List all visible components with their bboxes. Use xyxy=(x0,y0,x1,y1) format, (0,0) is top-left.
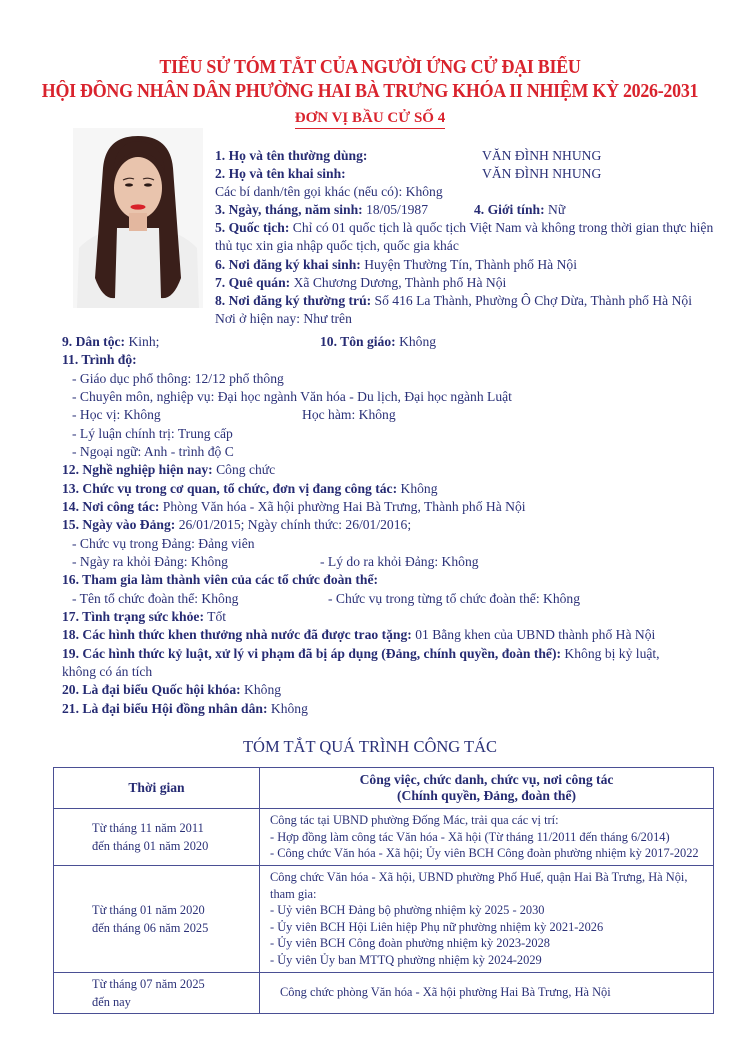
field-health xyxy=(62,608,226,626)
column-header-work-line1: Công việc, chức danh, chức vụ, nơi công tác xyxy=(359,772,614,787)
field-value: Nữ xyxy=(544,202,566,217)
field-position xyxy=(62,480,438,498)
field-label: 9. Dân tộc: xyxy=(62,334,126,349)
work-line: Công tác tại UBND phường Đống Mác, trải qua các vị trí: xyxy=(270,813,559,827)
field-date-of-birth xyxy=(215,201,428,219)
field-value: Không xyxy=(397,481,438,496)
row-time xyxy=(54,865,260,972)
field-label: 19. Các hình thức kỷ luật, xử lý vi phạm đã bị áp dụng (Đảng, chính quyền, đoàn thể): xyxy=(62,646,562,661)
time-end: đến tháng 01 năm 2020 xyxy=(92,838,209,853)
work-line: Công chức Văn hóa - Xã hội, UBND phường Phố Huế, quận Hai Bà Trưng, Hà Nội, xyxy=(270,870,688,884)
field-label: 16. Tham gia làm thành viên của các tổ chức đoàn thể: xyxy=(62,572,379,587)
row-time xyxy=(54,972,260,1013)
electoral-unit-label: ĐƠN VỊ BẦU CỬ SỐ 4 xyxy=(295,110,445,129)
field-birth-name-value: VĂN ĐÌNH NHUNG xyxy=(482,166,602,181)
field-value: Chỉ có 01 quốc tịch là quốc tịch Việt Nam và không trong thời gian thực hiện xyxy=(289,220,714,235)
field-label: 21. Là đại biểu Hội đồng nhân dân: xyxy=(62,701,268,716)
document-title-line-2: HỘI ĐỒNG NHÂN DÂN PHƯỜNG HAI BÀ TRƯNG KHÓA II NHIỆM KỲ 2026-2031 xyxy=(41,81,699,102)
field-value: 26/01/2015; Ngày chính thức: 26/01/2016; xyxy=(175,517,412,532)
time-end: đến tháng 06 năm 2025 xyxy=(92,920,209,935)
field-value: Số 416 La Thành, Phường Ô Chợ Dừa, Thành phố Hà Nội xyxy=(371,293,693,308)
field-peoples-council-delegate xyxy=(62,700,308,718)
qualification-academic-title: Học hàm: Không xyxy=(302,407,396,422)
field-label: 11. Trình độ: xyxy=(62,352,137,367)
field-label: 15. Ngày vào Đảng: xyxy=(62,517,176,532)
field-qualifications xyxy=(62,351,137,369)
qualification-general-education: - Giáo dục phổ thông: 12/12 phổ thông xyxy=(72,371,284,386)
column-header-work xyxy=(260,768,714,809)
field-nationality-cont: thủ tục xin gia nhập quốc tịch, quốc gia khác xyxy=(215,238,459,253)
field-value: Xã Chương Dương, Thành phố Hà Nội xyxy=(290,275,507,290)
field-label: 10. Tôn giáo: xyxy=(320,334,396,349)
field-label: 14. Nơi công tác: xyxy=(62,499,160,514)
party-position: - Chức vụ trong Đảng: Đảng viên xyxy=(72,536,255,551)
row-work xyxy=(260,972,714,1013)
field-label: 18. Các hình thức khen thưởng nhà nước đã được trao tặng: xyxy=(62,627,412,642)
portrait-illustration xyxy=(73,128,203,308)
party-left-reason: - Lý do ra khỏi Đảng: Không xyxy=(320,554,479,569)
field-awards xyxy=(62,626,655,644)
work-line: - Ủy viên BCH Hội Liên hiệp Phụ nữ phường nhiệm kỳ 2021-2026 xyxy=(270,919,604,934)
field-value: 18/05/1987 xyxy=(362,202,429,217)
field-discipline-cont: không có án tích xyxy=(62,664,153,679)
field-common-name xyxy=(215,147,367,165)
field-label: 1. Họ và tên thường dùng: xyxy=(215,148,368,163)
field-birth-name xyxy=(215,165,346,183)
field-value: Không xyxy=(240,682,282,697)
field-value: 01 Bằng khen của UBND thành phố Hà Nội xyxy=(411,627,656,642)
time-start: Từ tháng 11 năm 2011 xyxy=(92,820,204,835)
work-line: tham gia: xyxy=(270,886,317,901)
career-table xyxy=(53,767,714,1014)
field-nationality xyxy=(215,219,713,237)
field-hometown xyxy=(215,274,506,292)
work-line: Công chức phòng Văn hóa - Xã hội phường Hai Bà Trưng, Hà Nội xyxy=(280,985,611,1000)
field-religion xyxy=(320,333,436,351)
field-aliases: Các bí danh/tên gọi khác (nếu có): Không xyxy=(215,184,443,199)
table-row xyxy=(54,972,714,1013)
qualification-foreign-language: - Ngoại ngữ: Anh - trình độ C xyxy=(72,444,234,459)
table-row xyxy=(54,809,714,866)
column-header-work-line2: (Chính quyền, Đảng, đoàn thể) xyxy=(396,788,577,803)
work-line: - Ủy viên BCH Công đoàn phường nhiệm kỳ 2023-2028 xyxy=(270,936,550,950)
field-label: 2. Họ và tên khai sinh: xyxy=(215,166,346,181)
candidate-portrait-photo xyxy=(73,128,203,308)
field-value: Phòng Văn hóa - Xã hội phường Hai Bà Trưng, Thành phố Hà Nội xyxy=(159,499,526,514)
time-start: Từ tháng 01 năm 2020 xyxy=(92,902,205,917)
field-label: 6. Nơi đăng ký khai sinh: xyxy=(215,257,361,272)
qualification-specialty: - Chuyên môn, nghiệp vụ: Đại học ngành Văn hóa - Du lịch, Đại học ngành Luật xyxy=(72,389,512,404)
column-header-time: Thời gian xyxy=(54,768,260,809)
time-end: đến nay xyxy=(92,994,131,1009)
work-line: - Uỷ viên BCH Đảng bộ phường nhiệm kỳ 2025 - 2030 xyxy=(270,903,545,917)
electoral-unit-heading xyxy=(0,110,740,129)
field-ethnicity xyxy=(62,333,159,351)
field-label: 12. Nghề nghiệp hiện nay: xyxy=(62,462,213,477)
field-value: Không xyxy=(395,334,437,349)
field-gender xyxy=(474,201,565,219)
organization-position: - Chức vụ trong từng tổ chức đoàn thể: Không xyxy=(328,591,581,606)
field-value: Không bị kỷ luật, xyxy=(561,646,660,661)
field-workplace xyxy=(62,498,526,516)
time-start: Từ tháng 07 năm 2025 xyxy=(92,976,205,991)
field-label: 20. Là đại biểu Quốc hội khóa: xyxy=(62,682,241,697)
field-value: Không xyxy=(267,701,308,716)
field-value: Công chức xyxy=(212,462,276,477)
field-common-name-value: VĂN ĐÌNH NHUNG xyxy=(482,148,602,163)
field-label: 5. Quốc tịch: xyxy=(215,220,290,235)
work-line: - Hợp đồng làm công tác Văn hóa - Xã hội (Từ tháng 11/2011 đến tháng 6/2014) xyxy=(270,829,670,844)
work-line: - Công chức Văn hóa - Xã hội; Ủy viên BCH Công đoàn phường nhiệm kỳ 2017-2022 xyxy=(270,846,699,860)
qualification-political-theory: - Lý luận chính trị: Trung cấp xyxy=(72,426,233,441)
field-occupation xyxy=(62,461,275,479)
field-national-assembly-delegate xyxy=(62,681,281,699)
table-row xyxy=(54,865,714,972)
field-current-residence: Nơi ở hiện nay: Như trên xyxy=(215,311,352,326)
field-label: 13. Chức vụ trong cơ quan, tổ chức, đơn vị đang công tác: xyxy=(62,481,398,496)
career-table-header xyxy=(54,768,714,809)
field-value: Kinh; xyxy=(125,334,160,349)
row-work xyxy=(260,809,714,866)
organization-name: - Tên tổ chức đoàn thể: Không xyxy=(72,591,239,606)
row-work xyxy=(260,865,714,972)
field-label: 17. Tình trạng sức khỏe: xyxy=(62,609,204,624)
field-discipline xyxy=(62,645,660,663)
qualification-degree: - Học vị: Không xyxy=(72,407,161,422)
field-label: 8. Nơi đăng ký thường trú: xyxy=(215,293,372,308)
field-birth-registration-place xyxy=(215,256,577,274)
work-line: - Ủy viên Ủy ban MTTQ phường nhiệm kỳ 2024-2029 xyxy=(270,952,542,967)
career-summary-title: TÓM TẮT QUÁ TRÌNH CÔNG TÁC xyxy=(242,737,498,756)
field-organizations xyxy=(62,571,378,589)
document-title-line-1: TIỂU SỬ TÓM TẮT CỦA NGƯỜI ỨNG CỬ ĐẠI BIỂU xyxy=(159,57,581,78)
field-label: 7. Quê quán: xyxy=(215,275,291,290)
row-time xyxy=(54,809,260,866)
party-left-date: - Ngày ra khỏi Đảng: Không xyxy=(72,554,228,569)
field-value: Huyện Thường Tín, Thành phố Hà Nội xyxy=(360,257,577,272)
field-label: 4. Giới tính: xyxy=(474,202,545,217)
field-value: Tốt xyxy=(203,609,227,624)
field-permanent-residence xyxy=(215,292,692,310)
field-party-join-date xyxy=(62,516,411,534)
field-label: 3. Ngày, tháng, năm sinh: xyxy=(215,202,363,217)
